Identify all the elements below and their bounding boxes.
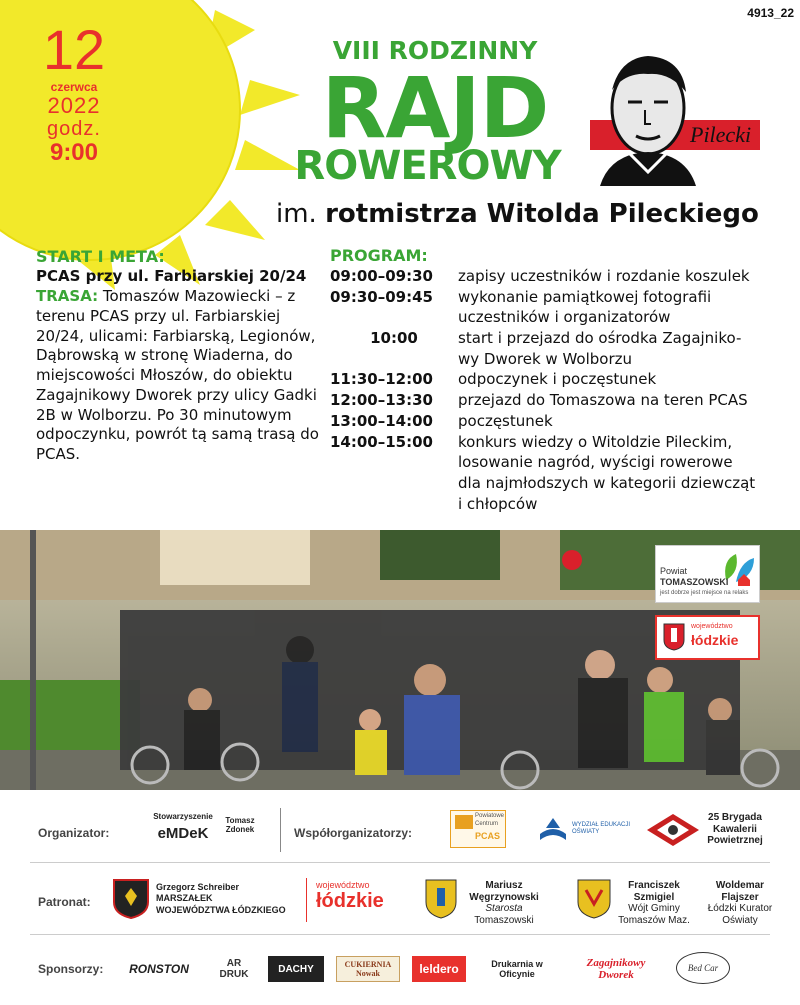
pcas-logo [450, 810, 506, 848]
emdek-logo [150, 812, 216, 842]
start-label: START I META: [36, 247, 165, 266]
program-time [330, 349, 458, 370]
kurator-title2: Oświaty [722, 914, 758, 926]
wojt-block [612, 880, 696, 926]
wojt-last: Szmigiel [633, 891, 675, 903]
program-row [330, 349, 795, 370]
sponsor-logo: Drukarnia w Oficynie [478, 956, 556, 982]
wydzial-book-icon [538, 814, 568, 844]
program-row [330, 266, 795, 287]
starosta-title2: Tomaszowski [474, 914, 534, 926]
document-code: 4913_22 [747, 6, 794, 20]
program-row [330, 452, 795, 473]
program-row [330, 287, 795, 308]
program-row [330, 494, 795, 515]
program-time: 10:00 [370, 329, 418, 348]
wojt-first: Franciszek [628, 880, 680, 891]
portrait-signature: Pilecki [690, 122, 752, 147]
wojt-title1: Wójt Gminy [628, 903, 680, 914]
program-desc: konkurs wiedzy o Witoldzie Pileckim, [458, 432, 733, 451]
zdonek-first: Tomasz [225, 816, 255, 825]
emdek-top: Stowarzyszenie [153, 812, 213, 821]
wojt-title2: Tomaszów Maz. [618, 914, 690, 926]
program-time [330, 494, 458, 515]
starosta-first: Mariusz [485, 880, 523, 891]
program-label: PROGRAM: [330, 246, 428, 265]
kurator-first: Woldemar [715, 880, 765, 891]
title-subtitle [276, 199, 759, 229]
kurator-block [700, 880, 780, 926]
program-desc: wykonanie pamiątkowej fotografii [458, 287, 712, 306]
starosta-title1: Starosta [485, 903, 523, 914]
program-desc: uczestników i organizatorów [458, 308, 671, 327]
sponsor-logo: AR DRUK [212, 956, 256, 982]
pcas-line3: PCAS [475, 831, 501, 841]
sponsor-logo: RONSTON [118, 956, 200, 982]
starosta-block [462, 880, 546, 926]
pcas-line1: Powiatowe [475, 813, 505, 819]
program-desc: przejazd do Tomaszowa na teren PCAS [458, 391, 748, 410]
program-row [330, 473, 795, 494]
program-list [330, 266, 795, 514]
organizer-label: Organizator: [38, 826, 110, 840]
marshal-block [156, 882, 286, 916]
time-label: godz. [47, 118, 101, 141]
program-desc: poczęstunek [458, 411, 553, 430]
program-row [330, 369, 795, 390]
program-desc: start i przejazd do ośrodka Zagajniko- [458, 329, 742, 348]
lodzkie-line2: łódzkie [691, 632, 739, 648]
title-line1: VIII RODZINNY [332, 36, 538, 65]
date-year: 2022 [47, 93, 101, 118]
program-time: 12:00–13:30 [330, 391, 433, 410]
powiat-tomaszowski-badge [655, 545, 760, 603]
program-time: 09:00–09:30 [330, 267, 433, 285]
powiat-line2: TOMASZOWSKI [660, 577, 729, 587]
powiat-line1: Powiat [660, 566, 688, 576]
row-divider-2 [30, 934, 770, 935]
program-time: 14:00–15:00 [330, 432, 433, 451]
wydzial-logo [538, 812, 638, 848]
program-desc: losowanie nagród, wyścigi rowerowe [458, 453, 733, 472]
brigade-line2: Kawalerii [713, 823, 757, 835]
time-value: 9:00 [49, 139, 99, 167]
patronage-label: Patronat: [38, 895, 91, 909]
program-desc: wy Dworek w Wolborzu [458, 349, 633, 368]
zdonek-last: Zdonek [225, 825, 255, 835]
woj-lodzkie-logo [316, 880, 384, 913]
gmina-crest-icon [576, 878, 612, 920]
pilecki-portrait-image [590, 50, 760, 186]
organizer-divider [280, 808, 281, 852]
brigade-line1: 25 Brygada [708, 812, 762, 823]
lodzkie-badge [655, 615, 760, 660]
pcas-line2: Centrum [475, 821, 499, 827]
subtitle-name: rotmistrza Witolda Pileckiego [325, 199, 759, 229]
title-line3: ROWEROWY [294, 143, 561, 189]
program-row [330, 432, 795, 453]
powiat-crest-icon [424, 878, 458, 920]
subtitle-prefix: im. [276, 199, 317, 229]
sponsor-logo: Zagajnikowy Dworek [568, 956, 664, 982]
marshal-name: Grzegorz Schreiber [156, 882, 240, 892]
powiat-line3: jest dobrze jest miejsce na relaks [660, 590, 749, 596]
route-label: TRASA: [36, 286, 99, 305]
sponsor-logo: CUKIERNIA Nowak [336, 956, 400, 982]
program-desc: odpoczynek i poczęstunek [458, 370, 657, 389]
program-time: 11:30–12:00 [330, 370, 433, 389]
marshal-title1: MARSZAŁEK [156, 893, 213, 904]
marshal-crest-icon [112, 878, 150, 920]
woj-line2: łódzkie [316, 890, 384, 912]
coorganizers-label: Współorganizatorzy: [294, 826, 413, 840]
wydzial-text: WYDZIAŁ EDUKACJI OŚWIATY [572, 822, 631, 836]
start-info [36, 246, 326, 465]
marshal-title2: WOJEWÓDZTWA ŁÓDZKIEGO [156, 904, 286, 915]
emdek-name: eMDeK [157, 825, 209, 843]
brigade-emblem-icon [645, 812, 701, 848]
kurator-last: Flajszer [721, 891, 759, 903]
event-date [34, 18, 114, 167]
brigade-line3: Powietrznej [707, 835, 763, 846]
date-day: 12 [42, 18, 106, 81]
start-place: PCAS przy ul. Farbiarskiej 20/24 [36, 267, 307, 286]
lodzkie-crest-icon [663, 623, 685, 651]
program-desc: zapisy uczestników i rozdanie koszulek [458, 267, 750, 285]
program-desc: dla najmłodszych w kategorii dziewcząt [458, 473, 756, 492]
program-desc: i chłopców [458, 494, 538, 513]
woj-line1: województwo [316, 880, 370, 890]
pcas-book-icon [455, 815, 473, 829]
sponsor-logo: Bed Car [676, 952, 730, 984]
lodzkie-line1: województwo [691, 623, 733, 630]
kurator-title1: Łódzki Kurator [707, 903, 773, 914]
program-time [330, 473, 458, 494]
program-time [330, 307, 458, 328]
title-line2: RAJD [321, 59, 549, 157]
program-row [330, 411, 795, 432]
row-divider-1 [30, 862, 770, 863]
program-row [330, 307, 795, 328]
program-time [330, 452, 458, 473]
sponsor-logo: leldero [412, 956, 466, 982]
starosta-last: Węgrzynowski [469, 891, 539, 903]
date-month: czerwca [50, 80, 98, 94]
brigade-text [700, 812, 770, 847]
zdonek-logo [218, 816, 262, 834]
route-block [36, 287, 326, 465]
program-time: 13:00–14:00 [330, 411, 433, 430]
route-text: Tomaszów Mazowiecki – z terenu PCAS przy ul. Farbiarskiej 20/24, ulicami: Farbiarską, Legionów, Dąbrowską w stronę Wiaderna, do miejscowości Młoszów, do obiektu Zagajnikowy Dworek przy ulicy Gadki 2B w Wolborzu. Po 30 minutowym odpoczynku, powrót tą samą trasą do PCAS. [36, 286, 319, 464]
sponsor-logo: DACHY [268, 956, 324, 982]
program-time: 09:30–09:45 [330, 287, 433, 306]
program-row [330, 390, 795, 411]
sponsors-list [118, 948, 788, 988]
program-row [330, 328, 795, 349]
patronage-divider [306, 878, 307, 922]
sponsors-label: Sponsorzy: [38, 962, 104, 976]
